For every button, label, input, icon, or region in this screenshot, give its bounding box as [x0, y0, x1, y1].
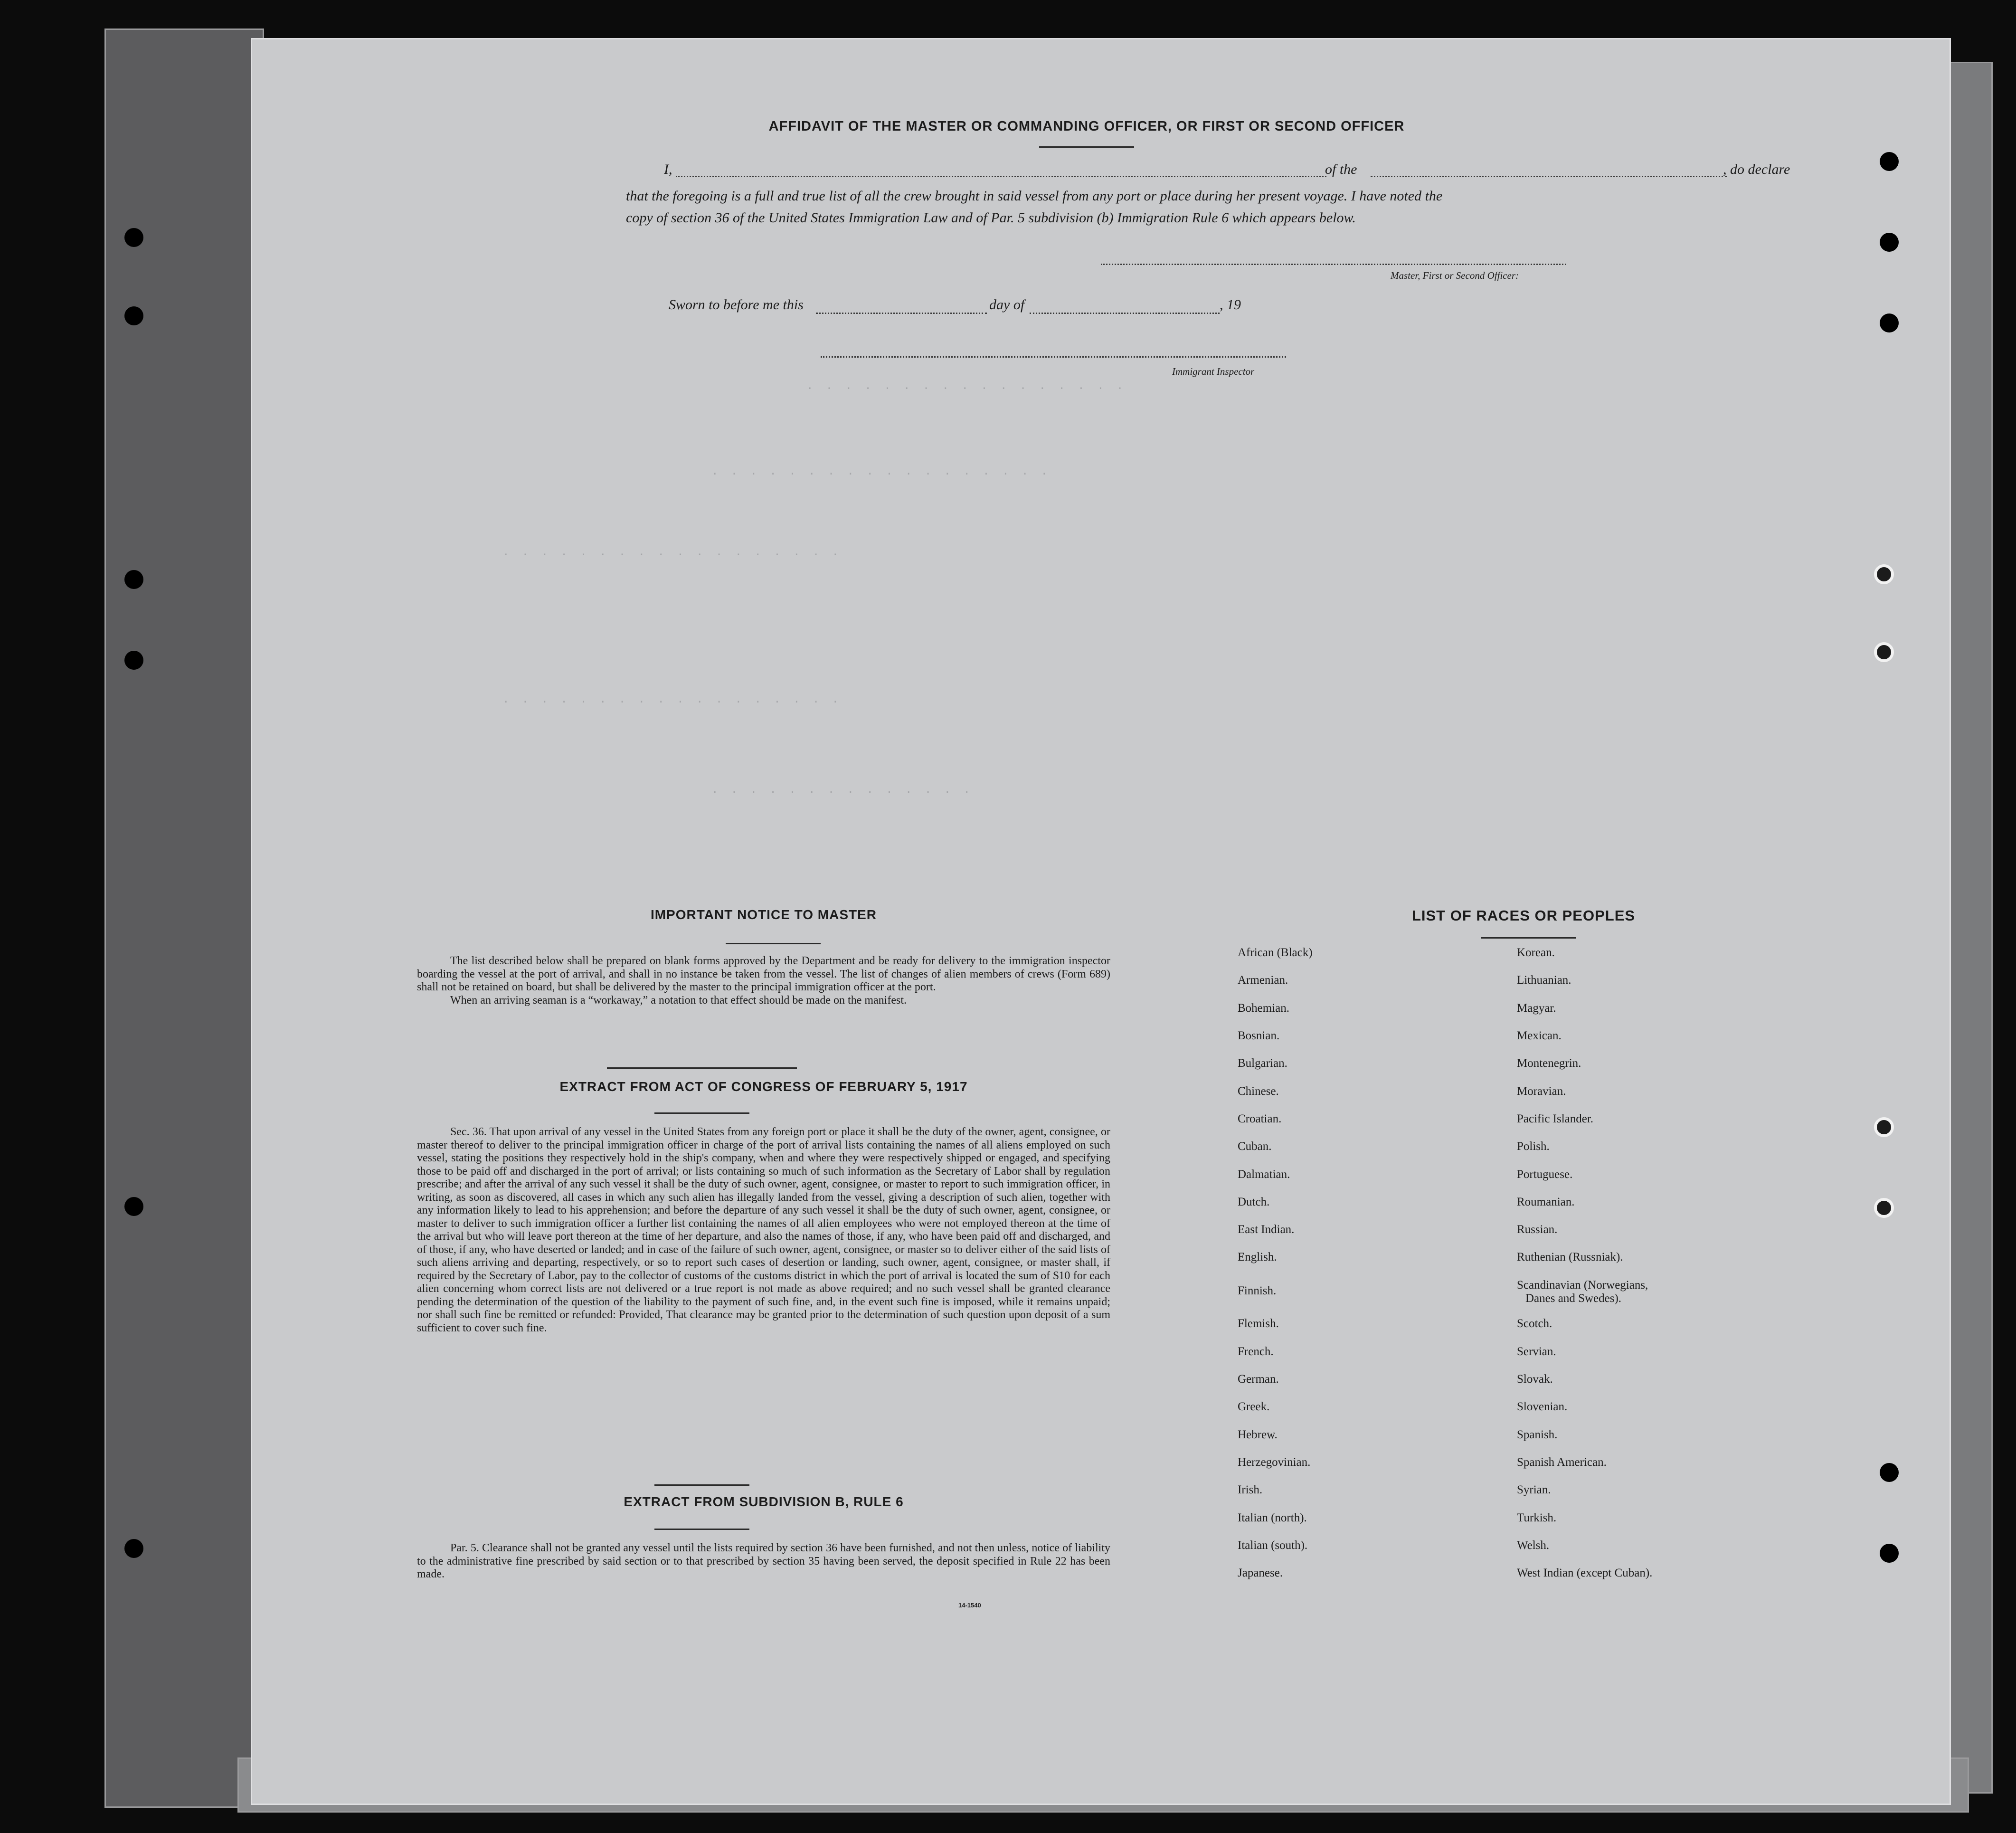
binder-hole-right [1880, 313, 1899, 332]
binder-hole-right [1874, 1198, 1894, 1218]
sworn-day-field[interactable] [816, 313, 987, 314]
binder-hole-right [1874, 1117, 1894, 1137]
binder-hole-left [124, 1539, 143, 1558]
extract-rule-title: EXTRACT FROM SUBDIVISION B, RULE 6 [624, 1494, 904, 1509]
race-item: English. [1238, 1251, 1277, 1263]
race-item: Mexican. [1517, 1029, 1562, 1042]
binder-hole-left [124, 306, 143, 325]
races-title: LIST OF RACES OR PEOPLES [1411, 907, 1636, 924]
race-item: Pacific Islander. [1517, 1112, 1594, 1125]
race-item: Armenian. [1238, 974, 1288, 987]
extract-act-underline [654, 1112, 749, 1114]
vessel-name-field[interactable] [1371, 176, 1727, 177]
extract-rule-text: Par. 5. Clearance shall not be granted any vessel until the lists required by section 36 have been furnished, and not then unless, notice of liability to the administrative fine prescribed by said section or to that prescribed by section 35 having been served, the deposit specified in Rule 22 has been made. [417, 1542, 1110, 1580]
inspector-signature-label: Immigrant Inspector [1172, 366, 1255, 377]
race-item: Servian. [1517, 1345, 1556, 1358]
race-item: Japanese. [1238, 1567, 1283, 1579]
master-signature-field[interactable] [1101, 264, 1566, 265]
race-item: Syrian. [1517, 1483, 1551, 1496]
inspector-signature-field[interactable] [821, 356, 1286, 358]
race-item: Russian. [1517, 1223, 1558, 1236]
race-item: Chinese. [1238, 1085, 1279, 1098]
notice-title-underline [726, 943, 821, 944]
extract-act-text: Sec. 36. That upon arrival of any vessel in the United States from any foreign port or place it shall be the duty of the owner, agent, consignee, or master thereof to deliver to the principal immigration officer in charge of the port of arrival lists containing the names of all aliens employed on such vessel, stating the positions they respectively hold in the ship's company, when and where they were respectively shipped or engaged, and specifying those to be paid off and discharged in the port of arrival; or lists containing so much of such information as the Secretary of Labor shall by regulation prescribe; and after the arrival of any such vessel it shall be the duty of such owner, agent, consignee, or master to report to such immigration officer, in writing, as soon as discovered, all cases in which any such alien has illegally landed from the vessel, giving a description of such alien, together with any information likely to lead to his apprehension; and before the departure of any such vessel it shall be the duty of such owner, agent, consignee, or master to deliver to such immigration officer a further list containing the names of all alien employees who were not employed thereon at the time of the arrival but who will leave port thereon at the time of her departure, and also the names of those, if any, who have been paid off and discharged, and of those, if any, who have deserted or landed; and in case of the failure of such owner, agent, consignee, or master so to deliver either of the said lists of such aliens arriving and departing, respectively, or so to report such cases of desertion or landing, such owner, agent, consignee, or master shall, if required by the Secretary of Labor, pay to the collector of customs of the customs district in which the port of arrival is located the sum of $10 for each alien concerning whom correct lists are not delivered or a true report is not made as above required; and no such vessel shall be granted clearance pending the determination of the question of the liability to the payment of such fine, and, in the event such fine is imposed, while it remains unpaid; nor shall such fine be remitted or refunded: Provided, That clearance may be granted prior to the determination of such question upon deposit of a sum sufficient to cover such fine. [417, 1126, 1110, 1334]
declarant-name-field[interactable] [676, 176, 1326, 177]
race-item: Polish. [1517, 1140, 1550, 1153]
binder-hole-left [124, 651, 143, 670]
binder-hole-left [124, 570, 143, 589]
race-item: Welsh. [1517, 1539, 1550, 1552]
race-item: Bulgarian. [1238, 1057, 1287, 1070]
race-item: West Indian (except Cuban). [1517, 1567, 1653, 1579]
race-item: Turkish. [1517, 1511, 1557, 1524]
race-item: Magyar. [1517, 1002, 1556, 1015]
year-label: , 19 [1220, 297, 1241, 313]
binder-hole-left [124, 228, 143, 247]
race-item: Portuguese. [1517, 1168, 1573, 1181]
binder-hole-right [1874, 564, 1894, 584]
race-item: Ruthenian (Russniak). [1517, 1251, 1623, 1263]
race-item: Moravian. [1517, 1085, 1566, 1098]
race-item: Slovenian. [1517, 1400, 1568, 1413]
race-item: Flemish. [1238, 1317, 1279, 1330]
binder-hole-right [1874, 642, 1894, 662]
race-item: Herzegovinian. [1238, 1456, 1311, 1469]
declarant-prefix: I, [664, 161, 672, 177]
race-item: East Indian. [1238, 1223, 1295, 1236]
binder-hole-right [1880, 1544, 1899, 1563]
race-item: Greek. [1238, 1400, 1270, 1413]
notice-paragraph [417, 955, 1110, 1007]
race-item: Cuban. [1238, 1140, 1272, 1153]
binder-hole-right [1880, 152, 1899, 171]
affidavit-statement-line: that the foregoing is a full and true list of all the crew brought in said vessel from any port or place during her present voyage. I have noted the [626, 188, 1443, 204]
race-item: Slovak. [1517, 1373, 1553, 1386]
extract-rule-underline [654, 1529, 749, 1530]
race-item: Korean. [1517, 946, 1555, 959]
master-signature-label: Master, First or Second Officer: [1391, 270, 1519, 281]
race-item: Bosnian. [1238, 1029, 1280, 1042]
title-underline [1039, 146, 1134, 148]
form-number: 14-1540 [958, 1602, 981, 1609]
notice-title: IMPORTANT NOTICE TO MASTER [650, 907, 877, 922]
race-item: Danes and Swedes). [1525, 1292, 1622, 1305]
race-item: Roumanian. [1517, 1196, 1575, 1208]
races-title-underline [1481, 937, 1576, 939]
race-item: Scotch. [1517, 1317, 1552, 1330]
affidavit-statement-line: copy of section 36 of the United States Immigration Law and of Par. 5 subdivision (b) Immigration Rule 6 which appears below. [626, 210, 1356, 226]
affidavit-page [251, 38, 1951, 1805]
bleed-through-marks: . . . . . . . . . . . . . . . . . . . . . . . . . . . . . . . . . . . . . . . . . . . . . . . . . . . . . . . . . . . . . . . . . . . . . . . . . . . . . . . . . . . . . [502, 380, 1126, 797]
race-item: Bohemian. [1238, 1002, 1290, 1015]
race-item: Finnish. [1238, 1284, 1277, 1297]
declare-suffix: , do declare [1723, 161, 1790, 177]
race-item: Croatian. [1238, 1112, 1282, 1125]
day-of-label: day of [989, 297, 1025, 313]
race-item: Montenegrin. [1517, 1057, 1581, 1070]
affidavit-title: AFFIDAVIT OF THE MASTER OR COMMANDING OFFICER, OR FIRST OR SECOND OFFICER [768, 119, 1405, 134]
notice-text: The list described below shall be prepared on blank forms approved by the Department and be ready for delivery to the immigration inspector boarding the vessel at the port of arrival, and shall in no instance be taken from the vessel. The list of changes of alien members of crews (Form 689) shall not be retained on board, but shall be delivered by the master to the principal immigration officer at the port. [417, 955, 1110, 993]
section-divider [607, 1067, 797, 1069]
race-item: French. [1238, 1345, 1274, 1358]
binder-hole-right [1880, 1463, 1899, 1482]
vessel-prefix: of the [1325, 161, 1357, 177]
race-item: Hebrew. [1238, 1428, 1278, 1441]
race-item: German. [1238, 1373, 1279, 1386]
race-item: Scandinavian (Norwegians, [1517, 1279, 1648, 1292]
binder-hole-left [124, 1197, 143, 1216]
race-item: Dalmatian. [1238, 1168, 1290, 1181]
race-item: Irish. [1238, 1483, 1263, 1496]
race-item: Spanish. [1517, 1428, 1558, 1441]
extract-act-title: EXTRACT FROM ACT OF CONGRESS OF FEBRUARY 5, 1917 [559, 1079, 968, 1094]
section-divider [654, 1484, 749, 1486]
notice-text: When an arriving seaman is a “workaway,” a notation to that effect should be made on the manifest. [450, 994, 907, 1007]
race-item: Spanish American. [1517, 1456, 1607, 1469]
race-item: Dutch. [1238, 1196, 1270, 1208]
race-item: Italian (south). [1238, 1539, 1308, 1552]
binder-hole-right [1880, 233, 1899, 252]
sworn-label: Sworn to before me this [669, 297, 804, 313]
sworn-month-field[interactable] [1030, 313, 1220, 314]
race-item: African (Black) [1238, 946, 1313, 959]
race-item: Italian (north). [1238, 1511, 1307, 1524]
race-item: Lithuanian. [1517, 974, 1571, 987]
